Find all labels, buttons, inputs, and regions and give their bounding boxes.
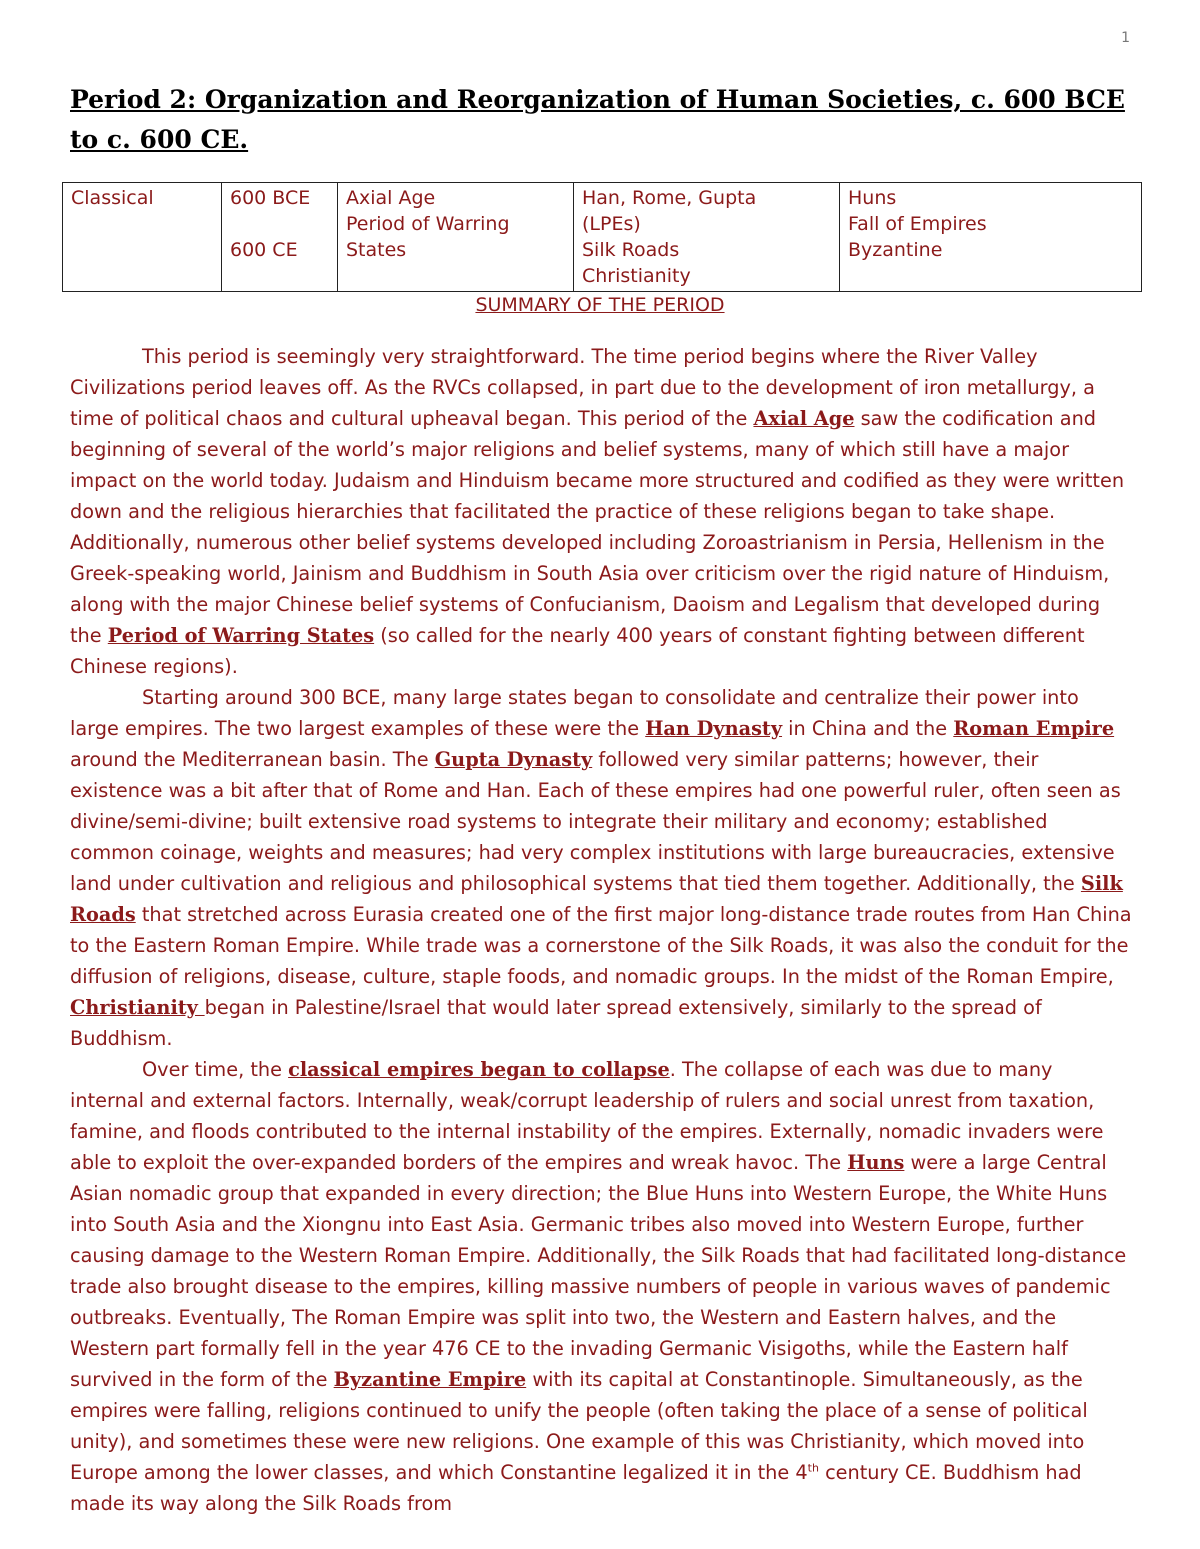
keyword-roman-empire: Roman Empire [953, 717, 1115, 740]
keyword-axial-age: Axial Age [753, 407, 855, 430]
summary-heading: SUMMARY OF THE PERIOD [475, 294, 725, 316]
table-item: Han, Rome, Gupta [582, 187, 757, 209]
table-item: Fall of Empires [848, 213, 987, 235]
table-item: Huns [848, 187, 897, 209]
table-item: States [346, 239, 407, 261]
end-date: 600 CE [230, 239, 298, 261]
keyword-warring-states: Period of Warring States [107, 624, 375, 647]
table-item: Byzantine [848, 239, 943, 261]
table-item: Axial Age [346, 187, 436, 209]
keyword-byzantine-empire: Byzantine Empire [333, 1368, 527, 1391]
paragraph-3: Over time, the classical empires began to collapse. The collapse of each was due to many internal and external factors. Internally, weak/corrupt leadership of rulers and social unrest from taxation, famine, and floods contributed to the internal instability of the empires. Externally, nomadic invaders were able to exploit the over-expanded borders of the empires and wreak havoc. The Huns were a large Central Asian nomadic group that expanded in every direction; the Blue Huns into Western Europe, the White Huns into South Asia and the Xiongnu into East Asia. Germanic tribes also moved into Western Europe, further causing damage to the Western Roman Empire. Additionally, the Silk Roads that had facilitated long-distance trade also brought disease to the empires, killing massive numbers of people in various waves of pandemic outbreaks. Eventually, The Roman Empire was split into two, the Western and Eastern halves, and the Western part formally fell in the year 476 CE to the invading Germanic Visigoths, while the Eastern half survived in the form of the Byzantine Empire with its capital at Constantinople. Simultaneously, as the empires were falling, religions continued to unify the people (often taking the place of a sense of political unity), and sometimes these were new religions. One example of this was Christianity, which moved into Europe among the lower classes, and which Constantine legalized it in the 4th century CE. Buddhism had made its way along the Silk Roads from [70, 1058, 1127, 1515]
empires-cell [574, 183, 840, 292]
summary-body [70, 341, 1132, 1519]
decline-cell [840, 183, 1142, 292]
paragraph-1: This period is seemingly very straightforward. The time period begins where the River Valley Civilizations period leaves off. As the RVCs collapsed, in part due to the development of iron metallurgy, a time of political chaos and cultural upheaval began. This period of the Axial Age saw the codification and beginning of several of the world’s major religions and belief systems, many of which still have a major impact on the world today. Judaism and Hinduism became more structured and codified as they were written down and the religious hierarchies that facilitated the practice of these religions began to take shape. Additionally, numerous other belief systems developed including Zoroastrianism in Persia, Hellenism in the Greek-speaking world, Jainism and Buddhism in South Asia over criticism over the rigid nature of Hinduism, along with the major Chinese belief systems of Confucianism, Daoism and Legalism that developed during the Period of Warring States (so called for the nearly 400 years of constant fighting between different Chinese regions). [70, 345, 1125, 678]
era-label: Classical [71, 187, 154, 209]
keyword-silk-roads: Silk Roads [70, 872, 1123, 926]
start-date: 600 BCE [230, 187, 311, 209]
era-cell [63, 183, 222, 292]
table-item: Period of Warring [346, 213, 510, 235]
date-cell [222, 183, 338, 292]
themes-cell [338, 183, 574, 292]
paragraph-2: Starting around 300 BCE, many large states began to consolidate and centralize their power into large empires. The two largest examples of these were the Han Dynasty in China and the Roman Empire around the Mediterranean basin. The Gupta Dynasty followed very similar patterns; however, their existence was a bit after that of Rome and Han. Each of these empires had one powerful ruler, often seen as divine/semi-divine; built extensive road systems to integrate their military and economy; established common coinage, weights and measures; had very complex institutions with large bureaucracies, extensive land under cultivation and religious and philosophical systems that tied them together. Additionally, the Silk Roads that stretched across Eurasia created one of the first major long-distance trade routes from Han China to the Eastern Roman Empire. While trade was a cornerstone of the Silk Roads, it was also the conduit for the diffusion of religions, disease, culture, staple foods, and nomadic groups. In the midst of the Roman Empire, Christianity began in Palestine/Israel that would later spread extensively, similarly to the spread of Buddhism. [70, 686, 1132, 1050]
keyword-han-dynasty: Han Dynasty [645, 717, 783, 740]
page-title: Period 2: Organization and Reorganization of Human Societies, c. 600 BCE to c. 600 CE. [70, 85, 1125, 154]
table-item: Silk Roads [582, 239, 680, 261]
table-row [63, 183, 1142, 292]
page-number: 1 [1121, 30, 1130, 46]
superscript: th [807, 1461, 819, 1475]
keyword-empire-collapse: classical empires began to collapse [288, 1058, 670, 1081]
keyword-gupta-dynasty: Gupta Dynasty [434, 748, 593, 771]
table-item: (LPEs) [582, 213, 641, 235]
period-table [62, 182, 1142, 292]
keyword-huns: Huns [847, 1151, 905, 1174]
keyword-christianity: Christianity [70, 996, 205, 1019]
table-item: Christianity [582, 265, 691, 287]
